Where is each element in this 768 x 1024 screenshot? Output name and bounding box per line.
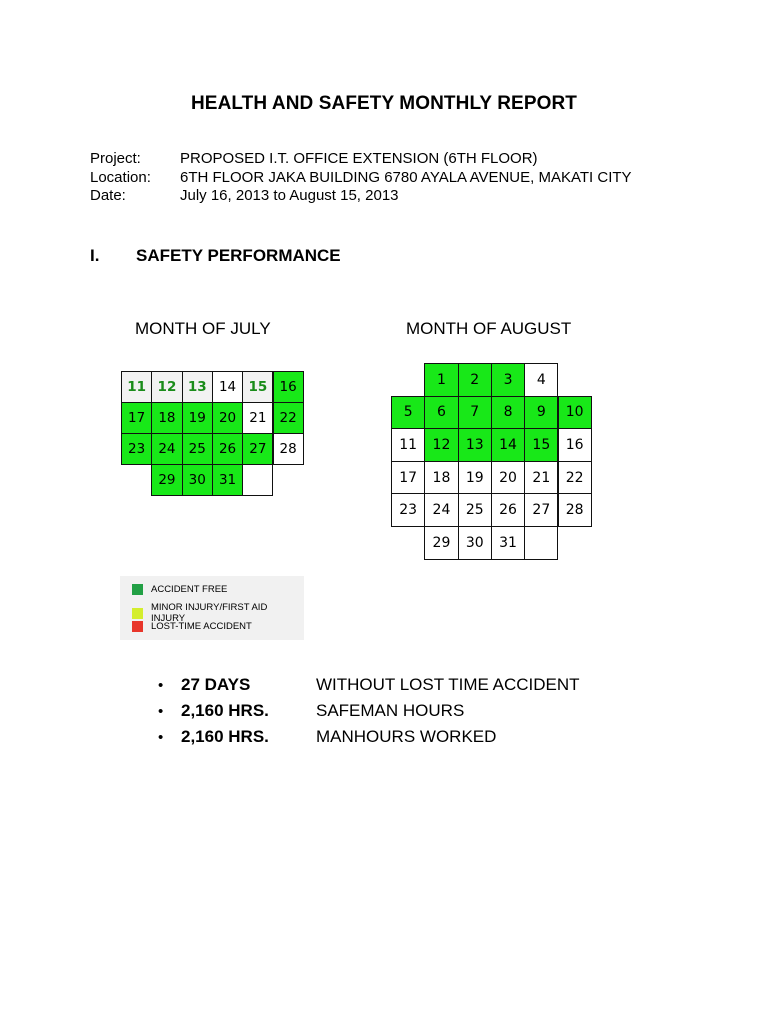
legend-label: LOST-TIME ACCIDENT — [151, 621, 252, 632]
august-day-cell: 8 — [491, 396, 525, 430]
location-label: Location: — [90, 168, 151, 186]
august-day-cell: 11 — [391, 428, 425, 462]
july-calendar — [121, 371, 303, 495]
august-day-cell: 25 — [458, 493, 492, 527]
july-day-cell: 11 — [121, 371, 152, 403]
section-heading — [90, 246, 341, 266]
info-row-date — [90, 187, 632, 206]
july-day-cell: 27 — [242, 433, 273, 465]
bullet-item — [158, 698, 580, 724]
bullet-item — [158, 672, 580, 698]
august-month-label: MONTH OF AUGUST — [406, 319, 572, 338]
august-day-cell: 5 — [391, 396, 425, 430]
august-day-cell: 4 — [524, 363, 558, 397]
report-title: HEALTH AND SAFETY MONTHLY REPORT — [190, 93, 578, 114]
august-day-cell: 24 — [424, 493, 458, 527]
august-day-cell — [524, 526, 558, 560]
august-day-cell: 6 — [424, 396, 458, 430]
august-day-cell: 7 — [458, 396, 492, 430]
july-day-cell — [242, 464, 273, 496]
bullet-dot: • — [158, 676, 164, 694]
legend-label: ACCIDENT FREE — [151, 584, 228, 595]
august-day-cell: 18 — [424, 461, 458, 495]
august-day-cell: 27 — [524, 493, 558, 527]
august-day-cell: 22 — [558, 461, 592, 495]
july-day-cell: 17 — [121, 402, 152, 434]
august-day-cell: 28 — [558, 493, 592, 527]
legend-swatch — [132, 608, 143, 619]
august-day-cell: 13 — [458, 428, 492, 462]
august-day-cell: 20 — [491, 461, 525, 495]
august-day-cell: 23 — [391, 493, 425, 527]
legend-item-accident-free — [132, 584, 227, 595]
july-day-cell: 22 — [273, 402, 304, 434]
july-day-cell: 15 — [242, 371, 273, 403]
report-info — [90, 150, 632, 206]
july-day-cell: 28 — [273, 433, 304, 465]
july-day-cell: 14 — [212, 371, 243, 403]
august-day-cell: 29 — [424, 526, 458, 560]
date-label: Date: — [90, 187, 126, 204]
august-day-cell: 30 — [458, 526, 492, 560]
july-day-cell: 12 — [151, 371, 182, 403]
bullet-item — [158, 724, 580, 750]
august-day-cell: 16 — [558, 428, 592, 462]
project-label: Project: — [90, 150, 141, 167]
july-day-cell: 16 — [273, 371, 304, 403]
august-day-cell: 2 — [458, 363, 492, 397]
legend — [120, 576, 304, 640]
bullet-value: 2,160 HRS. — [181, 727, 269, 746]
section-title: SAFETY PERFORMANCE — [136, 246, 341, 265]
august-calendar — [391, 363, 591, 559]
bullet-label: WITHOUT LOST TIME ACCIDENT — [316, 675, 580, 694]
august-day-cell: 21 — [524, 461, 558, 495]
july-day-cell: 21 — [242, 402, 273, 434]
july-day-cell: 24 — [151, 433, 182, 465]
july-day-cell: 20 — [212, 402, 243, 434]
august-day-cell: 12 — [424, 428, 458, 462]
bullet-dot: • — [158, 728, 164, 746]
legend-item-lost-time — [132, 621, 252, 632]
august-day-cell: 9 — [524, 396, 558, 430]
july-day-cell: 13 — [182, 371, 213, 403]
bullet-value: 27 DAYS — [181, 675, 251, 694]
august-day-cell: 31 — [491, 526, 525, 560]
august-day-cell: 15 — [524, 428, 558, 462]
august-day-cell: 10 — [558, 396, 592, 430]
july-day-cell: 19 — [182, 402, 213, 434]
project-value: PROPOSED I.T. OFFICE EXTENSION (6TH FLOOR) — [180, 150, 538, 167]
july-day-cell: 31 — [212, 464, 243, 496]
location-value: 6TH FLOOR JAKA BUILDING 6780 AYALA AVENUE, MAKATI CITY — [180, 168, 632, 186]
legend-swatch — [132, 584, 143, 595]
bullet-value: 2,160 HRS. — [181, 701, 269, 720]
date-value: July 16, 2013 to August 15, 2013 — [180, 187, 399, 204]
info-row-location — [90, 169, 632, 188]
summary-bullets — [158, 672, 580, 750]
section-number: I. — [90, 246, 100, 265]
july-day-cell: 26 — [212, 433, 243, 465]
august-day-cell: 17 — [391, 461, 425, 495]
august-day-cell: 19 — [458, 461, 492, 495]
july-day-cell: 30 — [182, 464, 213, 496]
info-row-project — [90, 150, 632, 169]
bullet-label: MANHOURS WORKED — [316, 727, 497, 746]
august-day-cell: 26 — [491, 493, 525, 527]
august-day-cell: 3 — [491, 363, 525, 397]
july-month-label: MONTH OF JULY — [135, 319, 271, 338]
july-day-cell: 18 — [151, 402, 182, 434]
august-day-cell: 1 — [424, 363, 458, 397]
july-day-cell: 23 — [121, 433, 152, 465]
legend-swatch — [132, 621, 143, 632]
july-day-cell: 25 — [182, 433, 213, 465]
august-day-cell: 14 — [491, 428, 525, 462]
bullet-dot: • — [158, 702, 164, 720]
july-day-cell: 29 — [151, 464, 182, 496]
bullet-label: SAFEMAN HOURS — [316, 701, 465, 720]
legend-label: MINOR INJURY/FIRST AID INJURY — [151, 602, 268, 624]
